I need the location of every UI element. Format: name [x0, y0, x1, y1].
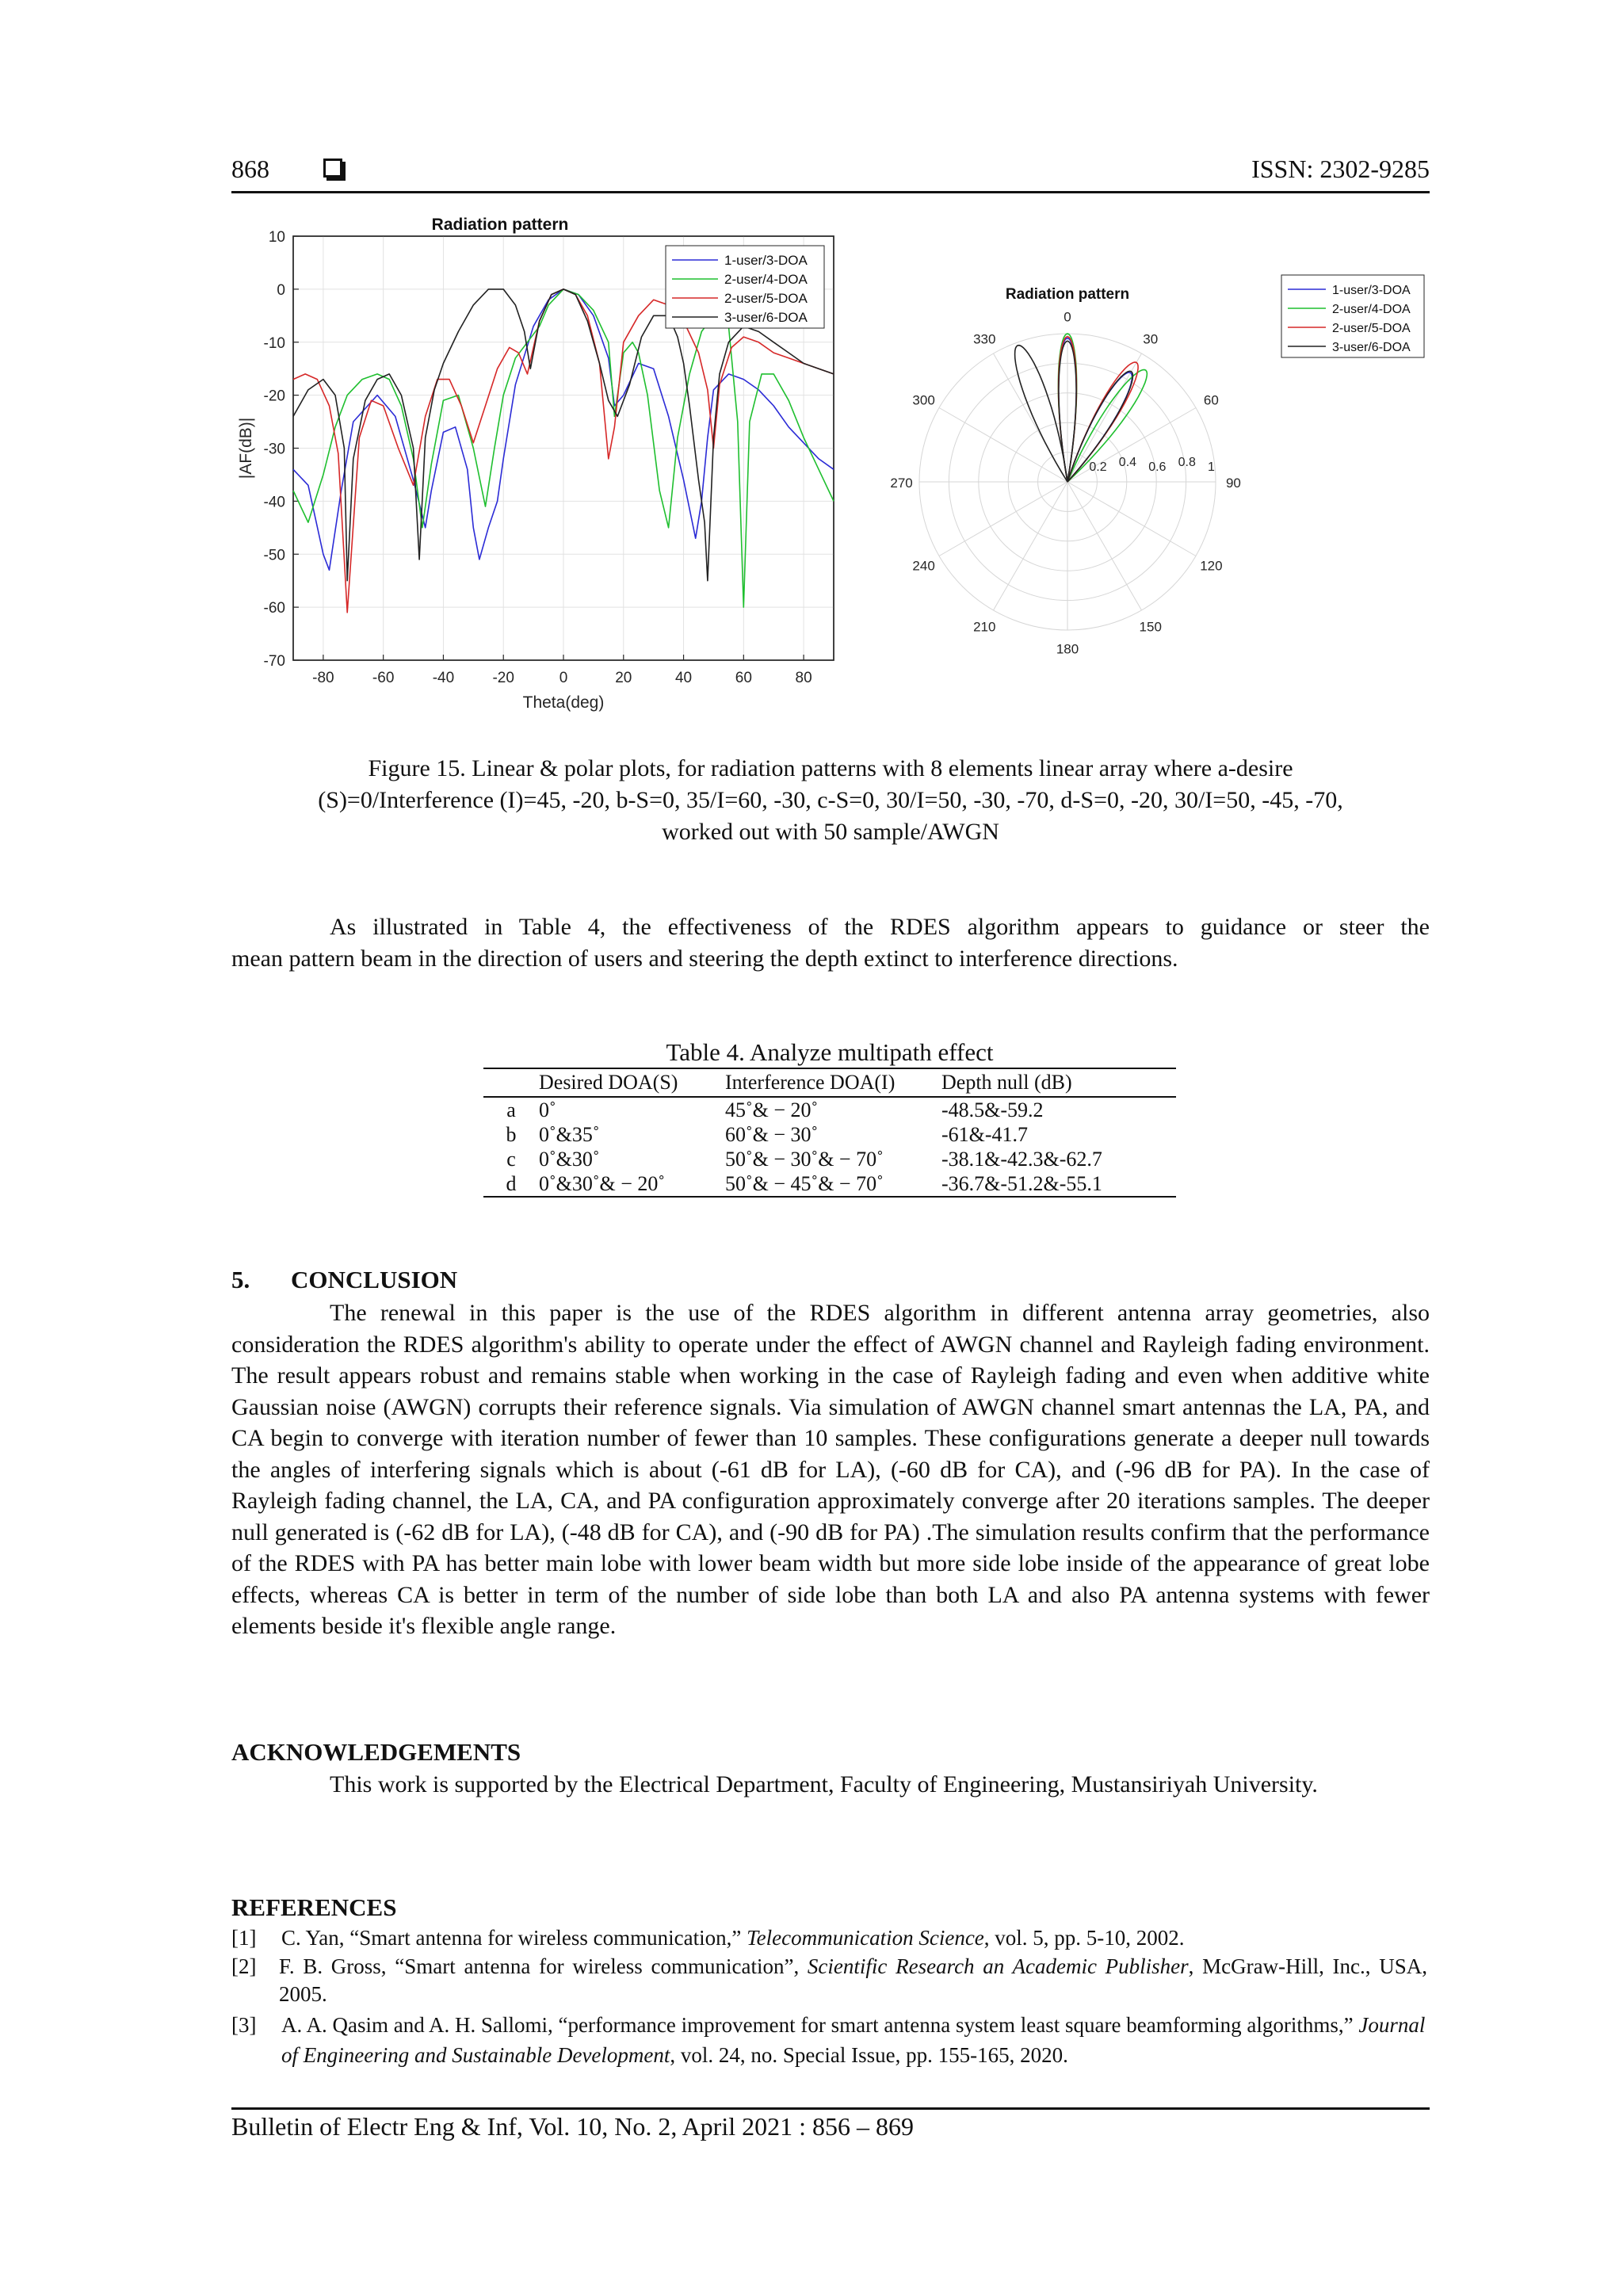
legend-label: 2-user/4-DOA [724, 272, 808, 287]
legend-label: 3-user/6-DOA [724, 310, 808, 325]
legend-label: 1-user/3-DOA [1332, 284, 1411, 297]
x-tick-label: -80 [312, 670, 334, 686]
table-cell: a [506, 1098, 516, 1121]
para-line: mean pattern beam in the direction of users and steering the depth extinct to interference directions. [231, 945, 1178, 972]
radial-tick-label: 0.2 [1089, 460, 1107, 474]
angle-tick-label: 90 [1225, 476, 1241, 491]
y-tick-label: -70 [263, 653, 285, 670]
table-cell: 0˚&35˚ [539, 1122, 600, 1146]
polar-series [1015, 341, 1133, 482]
reference-venue: Telecommunication Science [747, 1926, 984, 1950]
conclusion-text: The renewal in this paper is the use of the RDES algorithm in different antenna array geometries, also consideration the RDES algorithm's ability to operate under the effect of AWGN channel and Rayleigh fading environment. The result appears robust and remains stable when working in the case of Rayleigh fading and even when additive white Gaussian noise (AWGN) corrupts their reference signals. Via simulation of AWGN channel smart antennas the LA, PA, and CA begin to converge with iteration number of fewer than 10 samples. These configurations generate a deeper null towards the angles of interfering signals which is about (-61 dB for LA), (-60 dB for CA), and (-96 dB for PA). In the case of Rayleigh fading channel, the LA, CA, and PA configuration approximately converge after 20 iterations samples. The deeper null generated is (-62 dB for LA), (-48 dB for CA), and (-90 dB for PA) .The simulation results confirm that the performance of the RDES with PA has better main lobe with lower beam width but more side lobe inside of the appearance of great lobe effects, whereas CA is better in term of the number of side lobe than both LA and also PA antenna systems with fewer elements beside it's flexible angle range. [231, 1300, 1430, 1639]
table-cell: -36.7&-51.2&-55.1 [941, 1171, 1176, 1197]
table-cell: 0˚&30˚& − 20˚ [539, 1171, 725, 1197]
ack-heading: ACKNOWLEDGEMENTS [231, 1738, 521, 1766]
y-tick-label: -60 [263, 600, 285, 617]
angle-tick-label: 180 [1056, 641, 1079, 657]
table-cell: 60˚& − 30˚ [725, 1122, 819, 1146]
reference-item [231, 1924, 1430, 1953]
y-tick-label: -30 [263, 441, 285, 458]
table-row [483, 1097, 1176, 1122]
x-tick-label: -40 [432, 670, 455, 686]
table-cell: b [506, 1122, 517, 1146]
angle-tick-label: 150 [1139, 619, 1162, 635]
x-tick-label: 60 [735, 670, 752, 686]
legend-label: 2-user/5-DOA [724, 291, 808, 306]
polar-radiation-chart [872, 262, 1442, 690]
angle-tick-label: 0 [1064, 309, 1071, 325]
reference-venue: Scientific Research an Academic Publisher [807, 1954, 1189, 1978]
angular-grid-line [994, 482, 1068, 610]
reference-venue: Journal of Engineering and Sustainable Development [281, 2013, 1426, 2067]
x-tick-label: -20 [492, 670, 514, 686]
table-header: Desired DOA(S) [539, 1068, 725, 1097]
para-line: As illustrated in Table 4, the effectiveness of the RDES algorithm appears to guidance or steer the [330, 914, 1430, 940]
table-header [483, 1068, 539, 1097]
table-header: Depth null (dB) [941, 1068, 1176, 1097]
reference-text: A. A. Qasim and A. H. Sallomi, “performance improvement for smart antenna system least square beamforming algorithms,” [281, 2013, 1359, 2037]
reference-item [231, 2010, 1430, 2070]
caption-line: (S)=0/Interference (I)=45, -20, b-S=0, 35/I=60, -30, c-S=0, 30/I=50, -30, -70, d-S=0, -20, 30/I=50, -45, -70, [318, 787, 1343, 813]
table-cell: 45˚& − 20˚ [725, 1098, 819, 1121]
radial-tick-label: 0.8 [1178, 456, 1196, 469]
table-row [483, 1147, 1176, 1171]
reference-number: [2] [231, 1954, 257, 1978]
y-axis-label: |AF(dB)| [237, 417, 255, 479]
table-header: Interference DOA(I) [725, 1068, 941, 1097]
angular-grid-line [1067, 482, 1142, 610]
angular-grid-line [1067, 482, 1196, 556]
table-cell: -48.5&-59.2 [941, 1098, 1044, 1121]
references-heading: REFERENCES [231, 1893, 397, 1921]
x-tick-label: 40 [674, 670, 693, 686]
table-cell: c [506, 1147, 516, 1171]
radial-tick-label: 0.6 [1148, 460, 1167, 474]
x-axis-label: Theta(deg) [522, 693, 605, 712]
table-cell: 0˚ [539, 1098, 556, 1121]
table-cell: 50˚& − 45˚& − 70˚ [725, 1171, 941, 1197]
angle-tick-label: 60 [1203, 392, 1219, 408]
caption-line: Figure 15. Linear & polar plots, for radiation patterns with 8 elements linear array where a-desire [368, 755, 1293, 781]
angle-tick-label: 210 [973, 619, 996, 635]
checkbox-bullet-icon [323, 159, 342, 178]
reference-number: [3] [231, 2013, 257, 2037]
table-cell: 0˚&30˚ [539, 1147, 600, 1171]
reference-item [231, 1953, 1430, 2010]
x-tick-label: 80 [795, 670, 812, 686]
angular-grid-line [939, 482, 1067, 556]
x-tick-label: -60 [372, 670, 395, 686]
legend-label: 2-user/5-DOA [1332, 322, 1411, 335]
angle-tick-label: 240 [912, 558, 935, 574]
y-tick-label: -50 [263, 547, 285, 564]
table-header-row [483, 1068, 1176, 1097]
table-cell: 50˚& − 30˚& − 70˚ [725, 1147, 884, 1171]
reference-text: F. B. Gross, “Smart antenna for wireless communication”, [279, 1954, 808, 1978]
page-number: 868 [231, 155, 269, 183]
figure-caption [231, 753, 1430, 848]
reference-text: , vol. 24, no. Special Issue, pp. 155-165, 2020. [670, 2043, 1068, 2067]
y-tick-label: 10 [268, 229, 285, 246]
y-tick-label: -40 [263, 494, 285, 511]
reference-text: C. Yan, “Smart antenna for wireless communication,” [281, 1926, 747, 1950]
linear-radiation-chart [234, 214, 852, 725]
footer-rule [231, 2107, 1430, 2110]
y-tick-label: 0 [277, 281, 285, 299]
body-paragraph [231, 911, 1430, 974]
footer-citation: Bulletin of Electr Eng & Inf, Vol. 10, No. 2, April 2021 : 856 – 869 [231, 2112, 914, 2141]
ack-text: This work is supported by the Electrical Department, Faculty of Engineering, Mustansiriyah University. [330, 1771, 1318, 1797]
angle-tick-label: 30 [1143, 331, 1159, 347]
section-number: 5. [231, 1266, 250, 1293]
table-cell: -61&-41.7 [941, 1122, 1029, 1146]
legend-label: 1-user/3-DOA [724, 253, 808, 268]
angle-tick-label: 330 [973, 331, 996, 347]
issn: ISSN: 2302-9285 [1251, 155, 1430, 183]
x-tick-label: 0 [559, 670, 568, 686]
radial-tick-label: 1 [1208, 460, 1215, 474]
legend-label: 2-user/4-DOA [1332, 303, 1411, 316]
table-4 [483, 1068, 1176, 1198]
reference-text: , McGraw-Hill, Inc., USA, 2005. [279, 1954, 1427, 2006]
caption-line: worked out with 50 sample/AWGN [662, 819, 999, 845]
x-tick-label: 20 [615, 670, 632, 686]
reference-text: , vol. 5, pp. 5-10, 2002. [983, 1926, 1185, 1950]
y-tick-label: -10 [263, 334, 285, 352]
chart-title: Radiation pattern [431, 216, 569, 234]
angular-grid-line [939, 408, 1067, 483]
section-heading: CONCLUSION [291, 1266, 458, 1293]
radial-tick-label: 0.4 [1118, 456, 1137, 469]
angle-tick-label: 300 [912, 392, 935, 408]
angle-tick-label: 120 [1200, 558, 1223, 574]
header-rule [231, 191, 1430, 193]
angular-grid-line [1067, 408, 1196, 483]
y-tick-label: -20 [263, 388, 285, 405]
table-row [483, 1122, 1176, 1147]
table-cell: -38.1&-42.3&-62.7 [941, 1147, 1102, 1171]
table-row [483, 1171, 1176, 1197]
chart-title: Radiation pattern [1005, 286, 1130, 303]
table-cell: d [483, 1171, 539, 1197]
reference-number: [1] [231, 1926, 257, 1950]
legend-label: 3-user/6-DOA [1332, 341, 1411, 354]
table-title: Table 4. Analyze multipath effect [666, 1038, 994, 1066]
angle-tick-label: 270 [890, 476, 913, 491]
